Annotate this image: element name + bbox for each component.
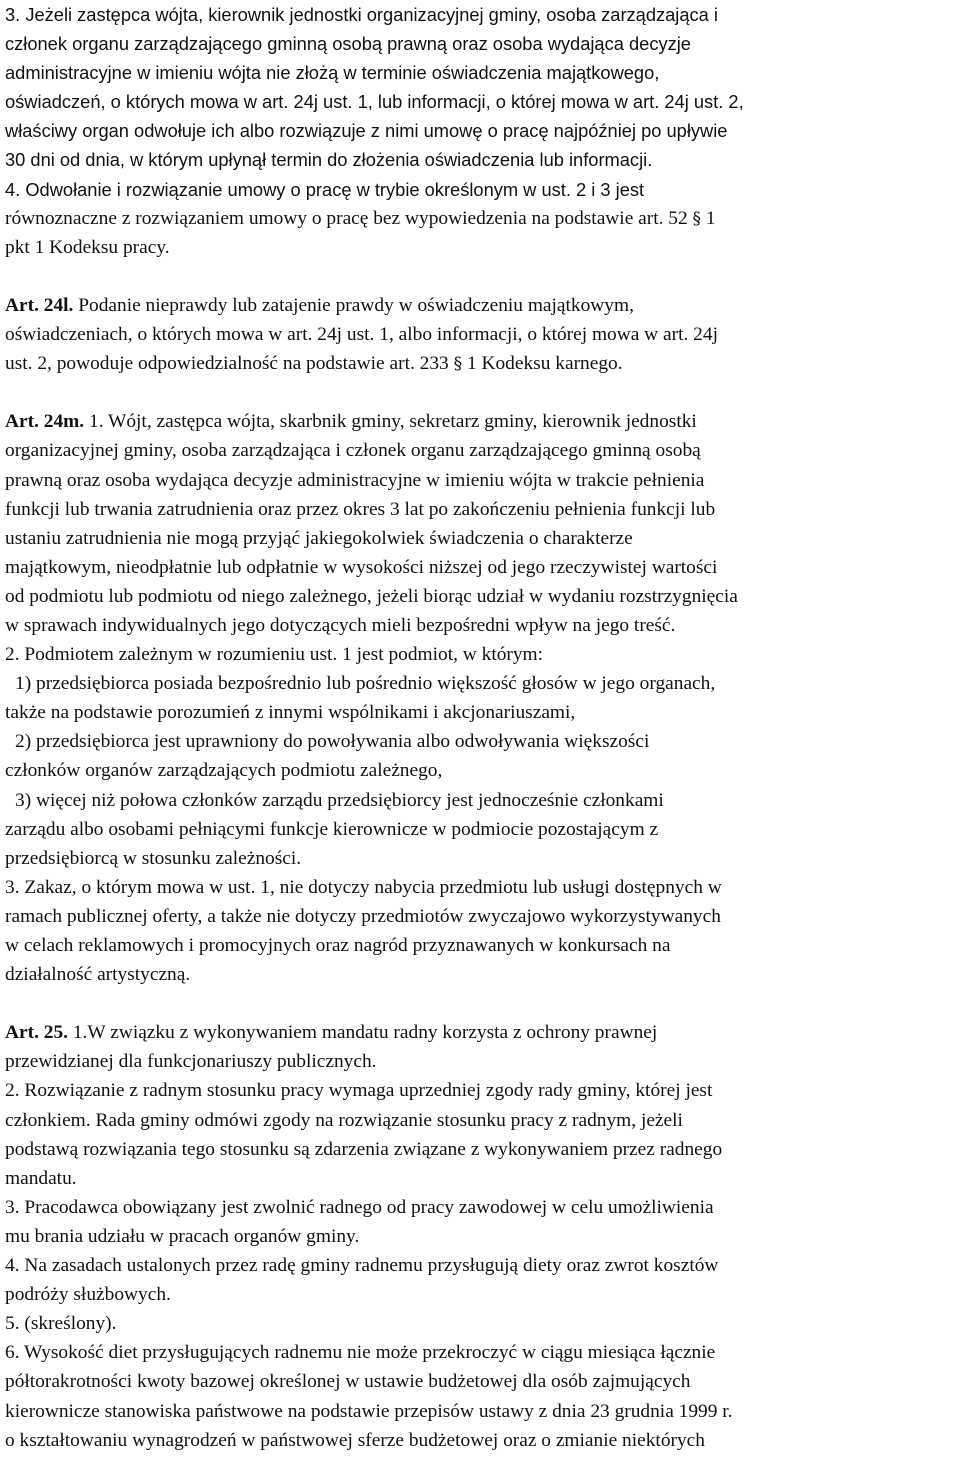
text-line: [5, 407, 956, 436]
paragraph-3: [5, 0, 956, 175]
text-line: w sprawach indywidualnych jego dotyczących mieli bezpośredni wpływ na jego treść.: [5, 614, 676, 636]
text-line: podróży służbowych.: [5, 1284, 171, 1306]
text-span: 1 Kodeksu karnego.: [462, 353, 623, 375]
text-line: 4. Na zasadach ustalonych przez radę gminy radnemu przysługują diety oraz zwrot kosztów: [5, 1255, 719, 1277]
text-span: równoznaczne z rozwiązaniem umowy o pracę bez wypowiedzenia na podstawie art. 52: [5, 207, 693, 229]
spacer: [5, 262, 956, 291]
text-line: o kształtowaniu wynagrodzeń w państwowej sferze budżetowej oraz o zmianie niektórych: [5, 1429, 705, 1451]
article-25: [5, 1018, 956, 1454]
paragraph-4: [5, 175, 956, 262]
text-line: [5, 1018, 956, 1047]
text-line: 3) więcej niż połowa członków zarządu przedsiębiorcy jest jednocześnie członkami: [15, 789, 664, 811]
spacer: [5, 989, 956, 1018]
article-heading: Art. 24m.: [5, 411, 85, 433]
article-24l: [5, 291, 956, 378]
section-symbol: §: [692, 208, 702, 229]
text-line: działalność artystyczną.: [5, 964, 191, 986]
text-line: 30 dni od dnia, w którym upłynął termin do złożenia oświadczenia lub informacji.: [5, 149, 653, 171]
text-line: majątkowym, nieodpłatnie lub odpłatnie w wysokości niższej od jego rzeczywistej wartości: [5, 556, 718, 578]
article-heading: Art. 25.: [5, 1022, 69, 1044]
text-line: mu brania udziału w pracach organów gminy.: [5, 1225, 360, 1247]
text-line: 3. Zakaz, o którym mowa w ust. 1, nie dotyczy nabycia przedmiotu lub usługi dostępnych w: [5, 876, 722, 898]
text-line: 5. (skreślony).: [5, 1313, 117, 1335]
text-line: członkiem. Rada gminy odmówi zgody na rozwiązanie stosunku pracy z radnym, jeżeli: [5, 1109, 683, 1131]
text-line: oświadczeń, o których mowa w art. 24j ust. 1, lub informacji, o której mowa w art. 24j ust. 2,: [5, 91, 744, 113]
text-line: w celach reklamowych i promocyjnych oraz nagród przyznawanych w konkursach na: [5, 935, 671, 956]
text-line: zarządu albo osobami pełniącymi funkcje kierownicze w podmiocie pozostającym z: [5, 818, 659, 840]
text-line: 4. Odwołanie i rozwiązanie umowy o pracę w trybie określonym w ust. 2 i 3 jest: [5, 178, 645, 200]
section-symbol: §: [453, 354, 463, 375]
text-line: pkt 1 Kodeksu pracy.: [5, 236, 170, 258]
text-span: 1: [705, 207, 716, 229]
text-line: ustaniu zatrudnienia nie mogą przyjąć jakiegokolwiek świadczenia o charakterze: [5, 527, 633, 549]
text-span: Podanie nieprawdy lub zatajenie prawdy w oświadczeniu majątkowym,: [73, 294, 634, 316]
text-line: [5, 349, 956, 378]
text-line: ramach publicznej oferty, a także nie dotyczy przedmiotów zwyczajowo wykorzystywanych: [5, 905, 721, 927]
text-line: mandatu.: [5, 1167, 77, 1189]
text-line: także na podstawie porozumień z innymi wspólnikami i akcjonariuszami,: [5, 702, 576, 724]
text-line: kierownicze stanowiska państwowe na podstawie przepisów ustawy z dnia 23 grudnia 1999 r.: [5, 1400, 733, 1422]
text-line: podstawą rozwiązania tego stosunku są zdarzenia związane z wykonywaniem przez radnego: [5, 1138, 723, 1160]
text-line: 2. Podmiotem zależnym w rozumieniu ust. 1 jest podmiot, w którym:: [5, 644, 544, 666]
text-line: półtorakrotności kwoty bazowej określonej w ustawie budżetowej dla osób zajmujących: [5, 1371, 691, 1393]
text-line: 3. Pracodawca obowiązany jest zwolnić radnego od pracy zawodowej w celu umożliwienia: [5, 1196, 714, 1218]
text-line: 2. Rozwiązanie z radnym stosunku pracy wymaga uprzedniej zgody rady gminy, której jest: [5, 1080, 713, 1102]
text-span: 1.W związku z wykonywaniem mandatu radny korzysta z ochrony prawnej: [68, 1022, 658, 1044]
text-line: przedsiębiorcą w stosunku zależności.: [5, 847, 302, 869]
text-line: przewidzianej dla funkcjonariuszy publicznych.: [5, 1051, 377, 1073]
text-line: oświadczeniach, o których mowa w art. 24j ust. 1, albo informacji, o której mowa w art. 24j: [5, 324, 718, 346]
text-line: [5, 204, 956, 233]
text-line: funkcji lub trwania zatrudnienia oraz przez okres 3 lat po zakończeniu pełnienia funkcji lub: [5, 498, 716, 520]
text-line: [5, 291, 956, 320]
text-line: członków organów zarządzających podmiotu zależnego,: [5, 760, 443, 782]
text-line: od podmiotu lub podmiotu od niego zależnego, jeżeli biorąc udział w wydaniu rozstrzygnięcia: [5, 585, 738, 607]
text-line: organizacyjnej gminy, osoba zarządzająca i członek organu zarządzającego gminną osobą: [5, 440, 701, 462]
text-line: członek organu zarządzającego gminną osobą prawną oraz osoba wydająca decyzje: [5, 33, 691, 55]
article-heading: Art. 24l.: [5, 294, 74, 316]
text-span: ust. 2, powoduje odpowiedzialność na podstawie art. 233: [5, 353, 454, 375]
text-line: 1) przedsiębiorca posiada bezpośrednio lub pośrednio większość głosów w jego organach,: [15, 673, 716, 695]
spacer: [5, 378, 956, 407]
text-line: 2) przedsiębiorca jest uprawniony do powoływania albo odwoływania większości: [15, 731, 650, 753]
text-span: 1. Wójt, zastępca wójta, skarbnik gminy, sekretarz gminy, kierownik jednostki: [84, 411, 697, 433]
article-24m: [5, 407, 956, 989]
text-line: prawną oraz osoba wydająca decyzje administracyjne w imieniu wójta w trakcie pełnienia: [5, 469, 705, 491]
text-line: 3. Jeżeli zastępca wójta, kierownik jednostki organizacyjnej gminy, osoba zarządzająca i: [5, 4, 718, 25]
text-line: 6. Wysokość diet przysługujących radnemu nie może przekroczyć w ciągu miesiąca łącznie: [5, 1342, 716, 1364]
text-line: właściwy organ odwołuje ich albo rozwiązuje z nimi umowę o pracę najpóźniej po upływie: [5, 120, 728, 142]
text-line: administracyjne w imieniu wójta nie złożą w terminie oświadczenia majątkowego,: [5, 62, 660, 84]
